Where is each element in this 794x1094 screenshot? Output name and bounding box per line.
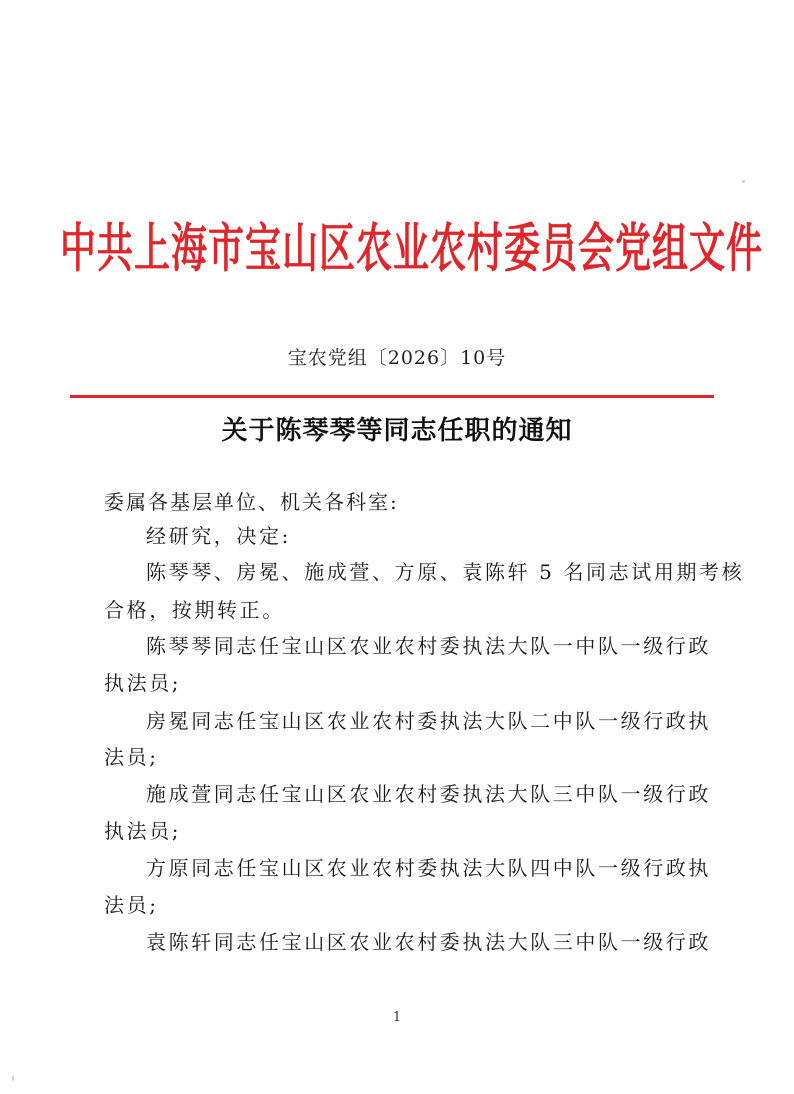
body-line-appointment-3: 施成萱同志任宝山区农业农村委执法大队三中队一级行政 (146, 782, 711, 806)
document-number: 宝农党组〔2026〕10号 (287, 347, 507, 369)
notice-title: 关于陈琴琴等同志任职的通知 (221, 416, 573, 446)
body-line-appointment-1-cont: 执法员; (104, 671, 182, 695)
body-line-appointment-1: 陈琴琴同志任宝山区农业农村委执法大队一中队一级行政 (146, 634, 711, 658)
body-line-appointment-5: 袁陈轩同志任宝山区农业农村委执法大队三中队一级行政 (146, 930, 711, 954)
red-divider-line (70, 395, 714, 398)
body-line-appointment-4: 方原同志任宝山区农业农村委执法大队四中队一级行政执 (146, 856, 711, 880)
body-line-appointment-3-cont: 执法员; (104, 819, 182, 843)
scan-artifact (742, 180, 745, 183)
scan-artifact (12, 1075, 14, 1081)
addressee-line: 委属各基层单位、机关各科室: (104, 490, 399, 514)
red-header-title: 中共上海市宝山区农业农村委员会党组文件 (60, 219, 764, 280)
body-line-regularization: 陈琴琴、房冕、施成萱、方原、袁陈轩 5 名同志试用期考核 (146, 560, 745, 584)
body-line-appointment-2: 房冕同志任宝山区农业农村委执法大队二中队一级行政执 (146, 709, 711, 733)
body-line-appointment-2-cont: 法员; (104, 745, 159, 769)
body-line-regularization-cont: 合格，按期转正。 (104, 598, 285, 622)
page-number: 1 (392, 1010, 402, 1025)
body-line-decision: 经研究，决定: (146, 524, 291, 548)
body-line-appointment-4-cont: 法员; (104, 893, 159, 917)
